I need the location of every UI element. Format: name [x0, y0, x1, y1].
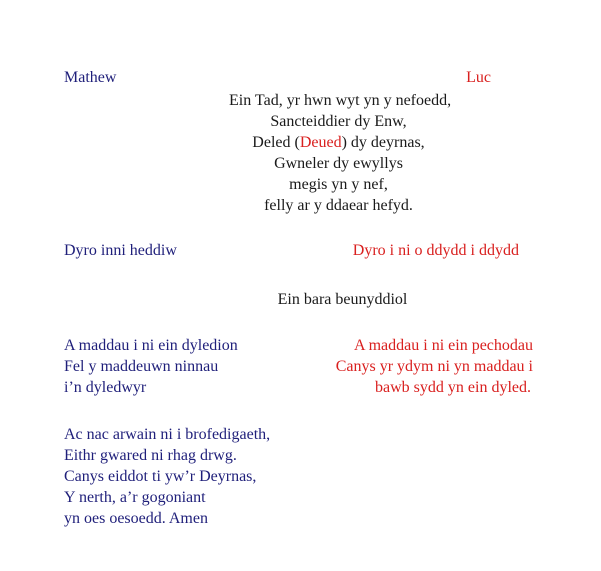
- prayer-line-1: Ein Tad, yr hwn wyt yn y nefoedd,: [229, 92, 452, 109]
- closing-line-5: yn oes oesoedd. Amen: [64, 510, 208, 527]
- luke-forgive-line-1: A maddau i ni ein pechodau: [353, 337, 533, 354]
- luke-bread-line: Dyro i ni o ddydd i ddydd: [352, 242, 519, 259]
- prayer-line-5: megis yn y nef,: [289, 176, 388, 193]
- prayer-line-3-pre: Deled (: [252, 134, 300, 151]
- closing-line-4: Y nerth, a’r gogoniant: [64, 489, 206, 506]
- matthew-bread-line: Dyro inni heddiw: [64, 242, 177, 259]
- common-bread-line: Ein bara beunyddiol: [277, 291, 408, 308]
- prayer-line-6: felly ar y ddaear hefyd.: [264, 197, 413, 214]
- heading-matthew: Mathew: [64, 69, 117, 86]
- prayer-line-3: [38, 132, 601, 153]
- matthew-forgive-line-2: Fel y maddeuwn ninnau: [64, 358, 219, 375]
- luke-variant-deued: Deued: [299, 134, 342, 151]
- luke-forgive-line-2: Canys yr ydym ni yn maddau i: [335, 358, 533, 375]
- luke-forgive-line-3: bawb sydd yn ein dyled.: [375, 379, 531, 396]
- closing-line-1: Ac nac arwain ni i brofedigaeth,: [64, 426, 271, 443]
- prayer-line-4: Gwneler dy ewyllys: [274, 155, 403, 172]
- closing-line-2: Eithr gwared ni rhag drwg.: [64, 447, 237, 464]
- prayer-line-2: Sancteiddier dy Enw,: [270, 113, 407, 130]
- matthew-forgive-line-1: A maddau i ni ein dyledion: [64, 337, 238, 354]
- heading-luke: Luc: [466, 69, 491, 86]
- closing-line-3: Canys eiddot ti yw’r Deyrnas,: [64, 468, 257, 485]
- matthew-forgive-line-3: i’n dyledwyr: [64, 379, 147, 396]
- prayer-line-3-post: ) dy deyrnas,: [341, 134, 425, 151]
